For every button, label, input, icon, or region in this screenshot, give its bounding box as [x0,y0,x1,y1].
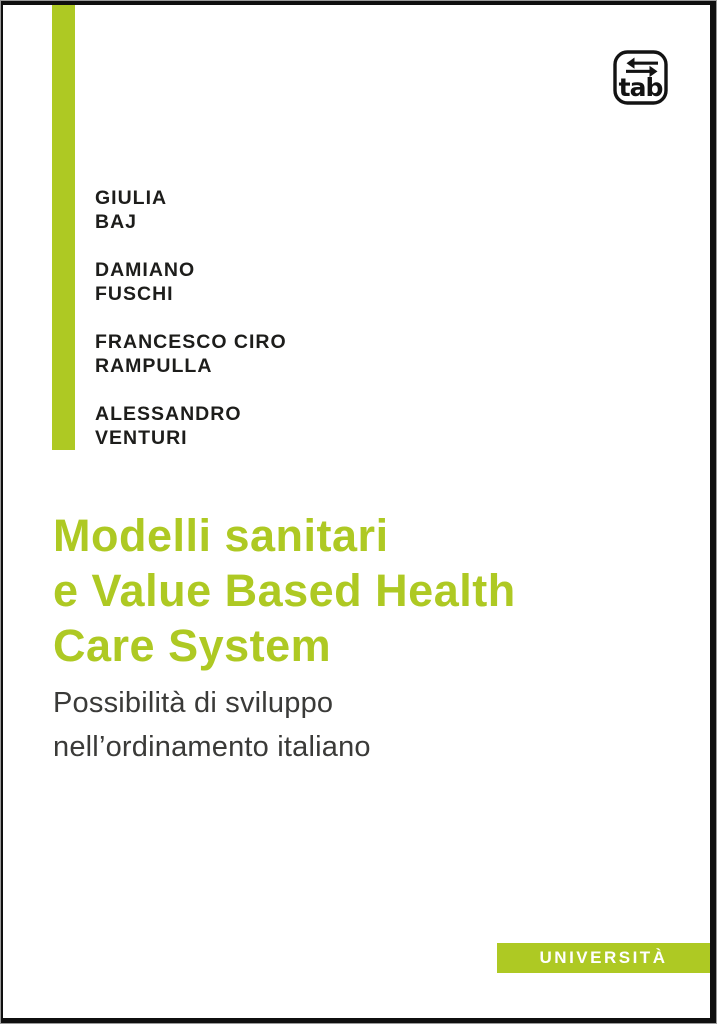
series-label: UNIVERSITÀ [539,948,668,967]
author-last-name: RAMPULLA [95,355,213,377]
author-last-name: FUSCHI [95,283,174,305]
publisher-logo [613,50,668,105]
author-name [95,402,287,450]
author-name [95,258,287,306]
author-name [95,330,287,378]
author-last-name: BAJ [95,211,138,233]
book-subtitle [53,681,371,769]
tab-logo-graphic [613,50,668,105]
author-first-name: FRANCESCO CIRO [95,331,287,353]
author-first-name: GIULIA [95,187,168,209]
book-cover [3,5,710,1018]
book-title [53,508,516,673]
logo-text: tab [618,73,663,102]
title-line: e Value Based Health [53,565,516,616]
author-first-name: ALESSANDRO [95,403,242,425]
subtitle-line: Possibilità di sviluppo [53,687,334,719]
authors-list [95,186,287,474]
accent-bar [52,5,75,450]
title-line: Care System [53,620,332,671]
author-name [95,186,287,234]
title-line: Modelli sanitari [53,510,389,561]
author-first-name: DAMIANO [95,259,196,281]
author-last-name: VENTURI [95,427,188,449]
subtitle-line: nell’ordinamento italiano [53,731,371,763]
series-banner [497,943,710,973]
